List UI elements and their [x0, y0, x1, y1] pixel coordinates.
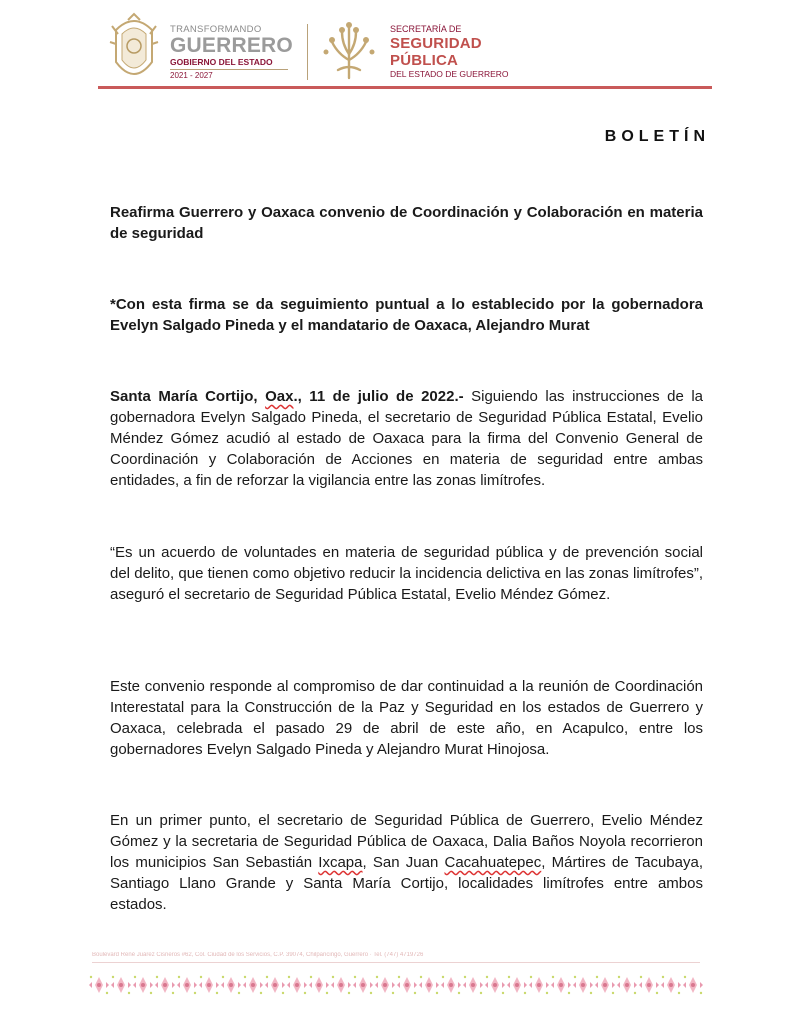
dateline-part: Santa María Cortijo,: [110, 388, 266, 405]
document-title: Reafirma Guerrero y Oaxaca convenio de Coordinación y Colaboración en materia de seguridad: [110, 204, 703, 242]
footer-rule: [92, 962, 700, 963]
paragraph-4-text-a: En un primer punto, el secretario de Seguridad Pública de Guerrero, Evelio Méndez Gómez y la secretaria de Seguridad Pública de Oaxaca, Dalia Baños Noyola recorrieron los municipios San Sebastián: [110, 812, 703, 871]
paragraph-4-text-c: , San Juan: [362, 854, 445, 871]
place-ixcapa: Ixcapa: [318, 854, 363, 871]
ssp-name-line-1: SEGURIDAD: [390, 35, 482, 52]
ssp-prefix: SECRETARÍA DE: [390, 24, 462, 34]
dateline-state: Oax: [265, 388, 294, 405]
paragraph-4: [110, 810, 703, 915]
dateline-date: ., 11 de julio de 2022.-: [293, 388, 464, 405]
ssp-logo-text: [390, 24, 540, 80]
ssp-tree-icon: [318, 20, 380, 82]
ssp-name-line-2: PÚBLICA: [390, 52, 459, 69]
embroidery-pattern-icon: [88, 974, 704, 996]
footer-address: Boulevard René Juárez Cisneros #62, Col. Ciudad de los Servicios, C.P. 39074, Chilpancingo, Guerrero · Tel. (747) 4719726: [92, 952, 424, 958]
gov-tagline: TRANSFORMANDO: [170, 24, 262, 35]
paragraph-2: “Es un acuerdo de voluntades en materia de seguridad pública y de prevención social del delito, que tienen como objetivo reducir la incidencia delictiva en las zonas limítrofes”, aseguró el secretario de Seguridad Pública Estatal, Evelio Méndez Gómez.: [110, 544, 703, 603]
header-divider: [307, 24, 308, 80]
place-cacahuatepec: Cacahuatepec: [444, 854, 542, 871]
gov-state-name: GUERRERO: [170, 34, 293, 57]
document-subtitle: *Con esta firma se da seguimiento puntual a lo establecido por la gobernadora Evelyn Salgado Pineda y el mandatario de Oaxaca, Alejandro Murat: [110, 296, 703, 334]
paragraph-1-text: Siguiendo las instrucciones de la gobernadora Evelyn Salgado Pineda, el secretario de Seguridad Pública Estatal, Evelio Méndez Gómez acudió al estado de Oaxaca para la firma del Convenio General de Coordinación y Colaboración de Acciones en materia de seguridad entre ambas entidades, a fin de reforzar la vigilancia entre las zonas limítrofes.: [110, 388, 703, 489]
header-rule: [98, 86, 712, 89]
gov-term-years: 2021 - 2027: [170, 71, 213, 80]
gov-subtitle: GOBIERNO DEL ESTADO: [170, 57, 288, 70]
paragraph-4-text-e: , Mártires de Tacubaya, Santiago Llano Grande y Santa María Cortijo, localidades limítrofes entre ambos estados.: [110, 854, 703, 913]
ssp-suffix: DEL ESTADO DE GUERRERO: [390, 69, 509, 79]
document-label: BOLETÍN: [604, 128, 710, 145]
government-logo-text: [170, 24, 310, 81]
letterhead: [96, 10, 716, 90]
paragraph-3: Este convenio responde al compromiso de dar continuidad a la reunión de Coordinación Interestatal para la Construcción de la Paz y Seguridad en los estados de Guerrero y Oaxaca, celebrada el pasado 29 de abril de este año, en Acapulco, entre los gobernadores Evelyn Salgado Pineda y Alejandro Murat Hinojosa.: [110, 678, 703, 758]
state-seal-icon: [108, 12, 160, 86]
paragraph-1: [110, 386, 703, 491]
